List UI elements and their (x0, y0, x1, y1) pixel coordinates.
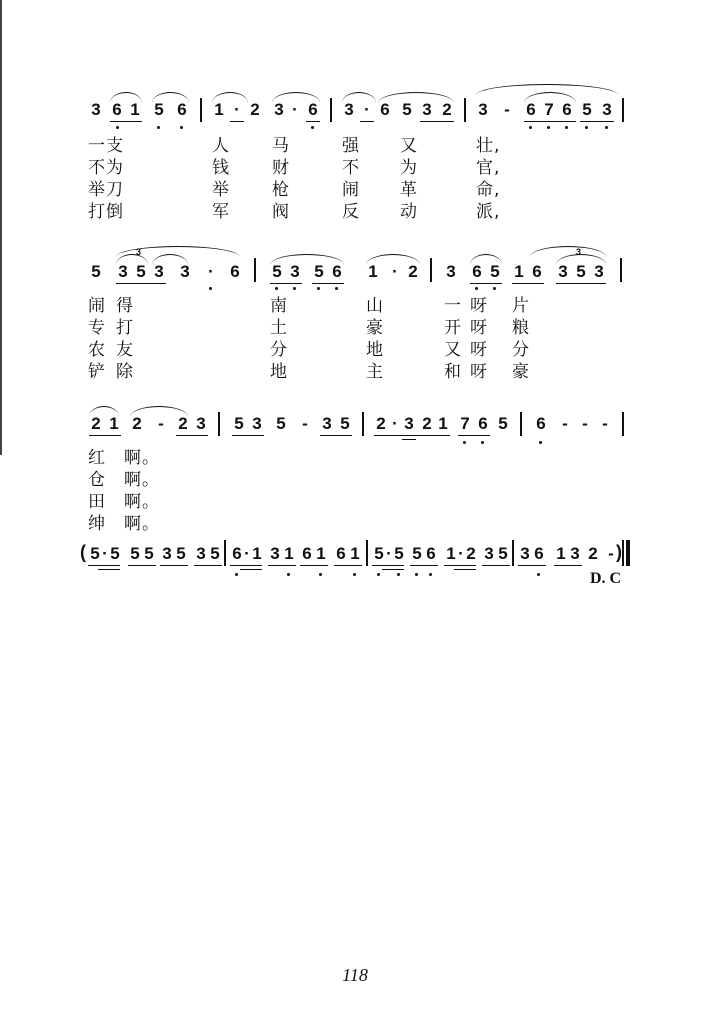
note: 6 (526, 100, 536, 119)
note: 3 (196, 414, 206, 433)
note: ) (616, 542, 622, 562)
underline (580, 121, 614, 122)
dot (529, 126, 532, 129)
note: 3 (520, 544, 530, 563)
lyric: 专 (88, 318, 106, 338)
note: 5 (412, 544, 422, 563)
note: 6 (308, 100, 318, 119)
note: 5 (210, 544, 220, 563)
note: 6 (534, 544, 544, 563)
underline (232, 435, 264, 436)
barline (622, 412, 624, 436)
slur (272, 92, 320, 103)
dot (293, 287, 296, 290)
underline (454, 569, 476, 570)
note: 5 (498, 414, 508, 433)
underline (110, 121, 142, 122)
dot (493, 287, 496, 290)
slur (110, 92, 142, 103)
note: 2 (132, 414, 142, 433)
note: 2 (422, 414, 432, 433)
note: 3 (558, 262, 568, 281)
lyric: 啊。 (124, 514, 160, 534)
barline (620, 258, 622, 282)
underline (268, 565, 296, 566)
note: - (302, 414, 308, 433)
note: 5 (582, 100, 592, 119)
underline (524, 121, 576, 122)
lyric: 农 (88, 340, 106, 360)
note: 2 (376, 414, 386, 433)
dot (463, 441, 466, 444)
note: · (392, 414, 398, 433)
final-barline (626, 540, 630, 566)
lyric: 呀 (470, 318, 488, 338)
underline (300, 565, 328, 566)
dot (565, 126, 568, 129)
lyric: 友 (116, 340, 134, 360)
note: 5 (576, 262, 586, 281)
note: 3 (478, 100, 488, 119)
note: · (364, 100, 370, 119)
barline (362, 412, 364, 436)
lyric: 反 (342, 202, 360, 222)
lyric: 除 (116, 362, 134, 382)
note: 3 (484, 544, 494, 563)
underline (128, 565, 156, 566)
dot (429, 573, 432, 576)
note: - (562, 414, 568, 433)
note: 3 (196, 544, 206, 563)
slur (378, 92, 454, 103)
note: 3 (570, 544, 580, 563)
note: - (158, 414, 164, 433)
note: 3 (252, 414, 262, 433)
dot (335, 287, 338, 290)
underline (458, 435, 490, 436)
underline (402, 439, 416, 440)
note: · (208, 262, 214, 281)
slur (152, 92, 189, 103)
underline (334, 565, 362, 566)
note: 3 (446, 262, 456, 281)
barline (622, 540, 624, 566)
dot (397, 573, 400, 576)
note: 6 (532, 262, 542, 281)
slur (470, 254, 502, 265)
dot (539, 441, 542, 444)
note: 3 (344, 100, 354, 119)
lyric: 片 (512, 296, 530, 316)
note: 1 (438, 414, 448, 433)
note: 3 (154, 262, 164, 281)
lyric: 又 (400, 136, 418, 156)
lyric: 粮 (512, 318, 530, 338)
slur (366, 254, 420, 265)
lyric: 革 (400, 180, 418, 200)
note: 7 (460, 414, 470, 433)
note: 5 (176, 544, 186, 563)
note: ( (80, 542, 86, 562)
lyric: 为 (400, 158, 418, 178)
lyric: 呀 (470, 340, 488, 360)
lyric: 动 (400, 202, 418, 222)
dot (475, 287, 478, 290)
barline (224, 540, 226, 566)
note: 6 (112, 100, 122, 119)
lyric: 分 (512, 340, 530, 360)
underline (420, 121, 454, 122)
underline (194, 565, 222, 566)
note: 1 (109, 414, 119, 433)
dot (319, 573, 322, 576)
lyric: 田 (88, 492, 106, 512)
lyric: 闹 (342, 180, 360, 200)
note: 5 (272, 262, 282, 281)
underline (554, 565, 582, 566)
note: 1 (214, 100, 224, 119)
underline (382, 569, 404, 570)
underline (230, 565, 262, 566)
note: · (292, 100, 298, 119)
lyric: 举 (212, 180, 230, 200)
dot (415, 573, 418, 576)
dot (157, 126, 160, 129)
lyric: 豪 (366, 318, 384, 338)
underline (444, 565, 476, 566)
slur (270, 254, 344, 265)
lyric: 壮, (476, 136, 501, 156)
note: 1 (284, 544, 294, 563)
lyric: 不 (342, 158, 360, 178)
lyric: 啊。 (124, 470, 160, 490)
slur (130, 406, 188, 417)
note: 5 (498, 544, 508, 563)
barline (464, 98, 466, 122)
note: 1 (252, 544, 262, 563)
lyric: 得 (116, 296, 134, 316)
note: 2 (442, 100, 452, 119)
note: 6 (478, 414, 488, 433)
note: 6 (336, 544, 346, 563)
note: · (386, 544, 392, 563)
dot (317, 287, 320, 290)
lyric: 呀 (470, 296, 488, 316)
note: 6 (380, 100, 390, 119)
underline (240, 569, 262, 570)
note: 5 (374, 544, 384, 563)
note: 3 (180, 262, 190, 281)
note: 2 (408, 262, 418, 281)
dot (605, 126, 608, 129)
underline (360, 121, 374, 122)
underline (482, 565, 510, 566)
lyric: 绅 (88, 514, 106, 534)
note: 2 (91, 414, 101, 433)
dot (180, 126, 183, 129)
lyric: 一支 (88, 136, 124, 156)
note: 3 (162, 544, 172, 563)
note: 2 (466, 544, 476, 563)
barline (430, 258, 432, 282)
note: 3 (322, 414, 332, 433)
underline (160, 565, 188, 566)
note: 3 (594, 262, 604, 281)
lyric: 阀 (272, 202, 290, 222)
note: 3 (422, 100, 432, 119)
note: 2 (250, 100, 260, 119)
lyric: 分 (270, 340, 288, 360)
dot (481, 441, 484, 444)
note: 6 (562, 100, 572, 119)
page-number: 118 (342, 965, 368, 985)
note: 3 (404, 414, 414, 433)
note: 3 (290, 262, 300, 281)
note: 1 (556, 544, 566, 563)
lyric: 土 (270, 318, 288, 338)
underline (470, 283, 502, 284)
lyric: 举刀 (88, 180, 124, 200)
underline (89, 435, 121, 436)
note: 6 (177, 100, 187, 119)
triplet-mark: 3 (136, 247, 142, 257)
lyric: 主 (366, 362, 384, 382)
note: 6 (232, 544, 242, 563)
lyric: 豪 (512, 362, 530, 382)
lyric: 红 (88, 448, 106, 468)
note: - (504, 100, 510, 119)
barline (622, 98, 624, 122)
lyric: 地 (270, 362, 288, 382)
note: 5 (110, 544, 120, 563)
note: 5 (394, 544, 404, 563)
underline (410, 565, 438, 566)
underline (116, 283, 166, 284)
lyric: 仓 (88, 470, 106, 490)
note: 7 (544, 100, 554, 119)
lyric: 人 (212, 136, 230, 156)
note: 5 (234, 414, 244, 433)
slur (212, 92, 248, 103)
barline (218, 412, 220, 436)
lyric: 强 (342, 136, 360, 156)
note: · (102, 544, 108, 563)
note: 3 (274, 100, 284, 119)
note: 2 (588, 544, 598, 563)
note: · (234, 100, 240, 119)
note: 3 (602, 100, 612, 119)
note: 5 (340, 414, 350, 433)
dot (311, 126, 314, 129)
slur (89, 406, 119, 417)
dot (209, 287, 212, 290)
dot (353, 573, 356, 576)
note: 6 (472, 262, 482, 281)
lyric: 南 (270, 296, 288, 316)
barline (366, 540, 368, 566)
note: 3 (91, 100, 101, 119)
note: 6 (426, 544, 436, 563)
lyric: 命, (476, 180, 501, 200)
lyric: 打 (116, 318, 134, 338)
lyric: 枪 (272, 180, 290, 200)
note: 5 (90, 544, 100, 563)
note: 5 (402, 100, 412, 119)
note: · (392, 262, 398, 281)
underline (372, 565, 404, 566)
lyric: 开 (444, 318, 462, 338)
lyric: 地 (366, 340, 384, 360)
underline (88, 565, 120, 566)
note: 6 (536, 414, 546, 433)
note: 5 (314, 262, 324, 281)
underline (320, 435, 352, 436)
slur (342, 92, 376, 103)
underline (98, 569, 120, 570)
barline (512, 540, 514, 566)
note: 6 (230, 262, 240, 281)
note: 5 (154, 100, 164, 119)
note: 5 (144, 544, 154, 563)
dot (585, 126, 588, 129)
lyric: 一 (444, 296, 462, 316)
barline (254, 258, 256, 282)
note: · (458, 544, 464, 563)
underline (556, 283, 606, 284)
note: 6 (302, 544, 312, 563)
lyric: 山 (366, 296, 384, 316)
note: 5 (276, 414, 286, 433)
underline (306, 121, 320, 122)
lyric: 啊。 (124, 492, 160, 512)
note: 5 (91, 262, 101, 281)
barline (200, 98, 202, 122)
underline (270, 283, 302, 284)
underline (176, 435, 208, 436)
lyric: 财 (272, 158, 290, 178)
page-edge-rule (0, 0, 2, 455)
da-capo-mark: D. C (590, 570, 622, 587)
note: 3 (118, 262, 128, 281)
underline (312, 283, 344, 284)
lyric: 闹 (88, 296, 106, 316)
dot (275, 287, 278, 290)
note: 5 (490, 262, 500, 281)
lyric: 啊。 (124, 448, 160, 468)
dot (287, 573, 290, 576)
lyric: 派, (476, 202, 501, 222)
note: - (602, 414, 608, 433)
barline (520, 412, 522, 436)
lyric: 又 (444, 340, 462, 360)
underline (512, 283, 544, 284)
note: 5 (136, 262, 146, 281)
underline (518, 565, 546, 566)
note: 1 (514, 262, 524, 281)
dot (116, 126, 119, 129)
note: 3 (270, 544, 280, 563)
note: 1 (446, 544, 456, 563)
note: 1 (368, 262, 378, 281)
note: 1 (130, 100, 140, 119)
lyric: 不为 (88, 158, 124, 178)
underline (420, 435, 450, 436)
barline (330, 98, 332, 122)
lyric: 和 (444, 362, 462, 382)
note: 1 (316, 544, 326, 563)
underline (230, 121, 244, 122)
note: 5 (130, 544, 140, 563)
note: - (608, 544, 614, 563)
note: 1 (350, 544, 360, 563)
lyric: 马 (272, 136, 290, 156)
note: 6 (332, 262, 342, 281)
dot (537, 573, 540, 576)
dot (547, 126, 550, 129)
lyric: 呀 (470, 362, 488, 382)
lyric: 铲 (88, 362, 106, 382)
dot (377, 573, 380, 576)
lyric: 官, (476, 158, 501, 178)
note: · (244, 544, 250, 563)
note: 2 (178, 414, 188, 433)
note: - (582, 414, 588, 433)
triplet-mark: 3 (576, 247, 582, 257)
lyric: 军 (212, 202, 230, 222)
dot (235, 573, 238, 576)
lyric: 钱 (212, 158, 230, 178)
lyric: 打倒 (88, 202, 124, 222)
